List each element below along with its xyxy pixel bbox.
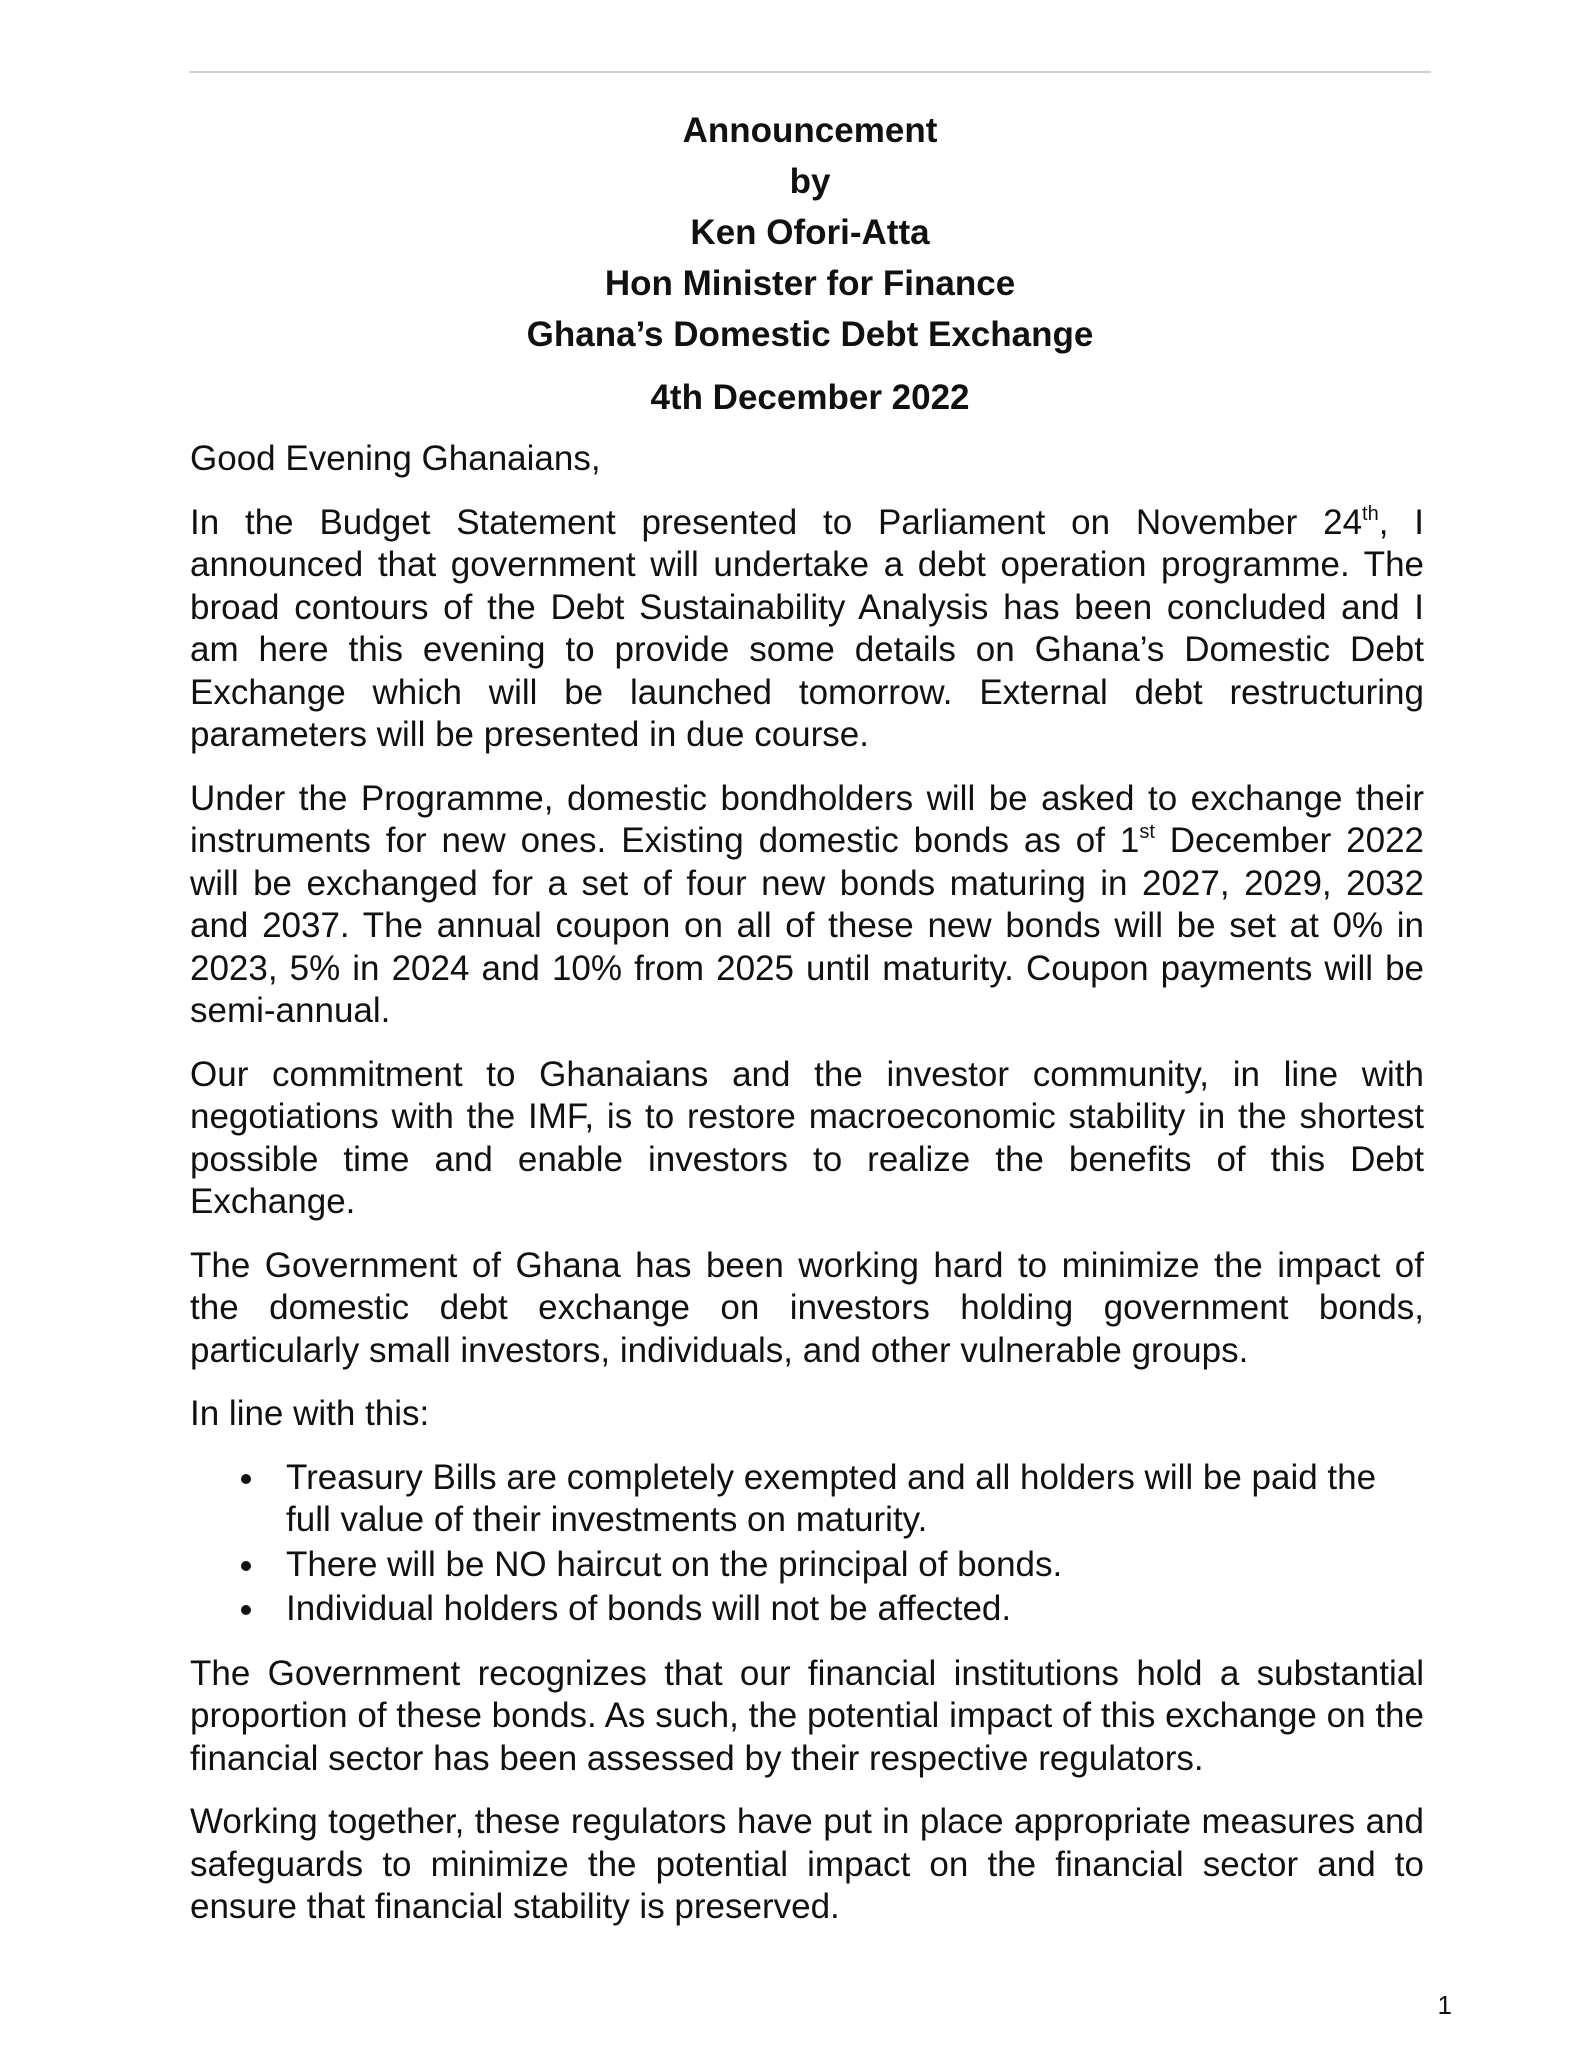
heading-by: by [789,162,831,201]
heading-author: Ken Ofori-Atta [690,213,930,252]
bullet-item-individual-holders: Individual holders of bonds will not be affected. [286,1588,1424,1631]
heading-announcement: Announcement [682,111,938,150]
bullet-list [190,1457,1424,1631]
heading-subject: Ghana’s Domestic Debt Exchange [526,315,1094,354]
paragraph-programme [190,778,1424,1033]
bullet-item-no-haircut: There will be NO haircut on the principal of bonds. [286,1544,1424,1587]
bullet-item-treasury-bills: Treasury Bills are completely exempted and all holders will be paid the full value of their investments on maturity. [286,1457,1424,1542]
paragraph-text: , I announced that government will undertake a debt operation programme. The broad contours of the Debt Sustainability Analysis has been concluded and I am here this evening to provide some details on Ghana’s Domestic Debt Exchange which will be launched tomorrow. External debt restructuring parameters will be presented in due course. [190,502,1424,754]
paragraph-regulators: Working together, these regulators have put in place appropriate measures and safeguards to minimize the potential impact on the financial sector and to ensure that financial stability is preserved. [190,1802,1424,1926]
paragraph-commitment: Our commitment to Ghanaians and the investor community, in line with negotiations with the IMF, is to restore macroeconomic stability in the shortest possible time and enable investors to realize the benefits of this Debt Exchange. [190,1054,1424,1221]
ordinal-suffix: st [1139,821,1155,843]
paragraph-government-impact: The Government of Ghana has been working hard to minimize the impact of the domestic debt exchange on investors holding government bonds, particularly small investors, individuals, and other vulnerable groups. [190,1245,1424,1370]
paragraph-text: December 2022 will be exchanged for a set of four new bonds maturing in 2027, 2029, 2032 and 2037. The annual coupon on all of these new bonds will be set at 0% in 2023, 5% in 2024 and 10% from 2025 until maturity. Coupon payments will be semi-annual. [190,821,1424,1030]
heading-date: 4th December 2022 [650,378,970,417]
ordinal-suffix: th [1362,502,1379,525]
heading-author-title: Hon Minister for Finance [604,264,1016,303]
paragraph-text: Under the Programme, domestic bondholders will be asked to exchange their instruments for new ones. Existing domestic bonds as of 1 [190,778,1424,860]
paragraph-text: In the Budget Statement presented to Parliament on November 24 [190,502,1363,542]
paragraph-in-line: In line with this: [190,1394,430,1433]
paragraph-financial-institutions: The Government recognizes that our financial institutions hold a substantial proportion of these bonds. As such, the potential impact of this exchange on the financial sector has been assessed by their respective regulators. [190,1653,1424,1778]
document-heading [189,105,1431,423]
header-rule [189,71,1431,73]
greeting: Good Evening Ghanaians, [190,439,601,478]
page-number: 1 [1437,1990,1452,2020]
paragraph-budget-statement [190,502,1424,757]
document-body [190,438,1424,1950]
